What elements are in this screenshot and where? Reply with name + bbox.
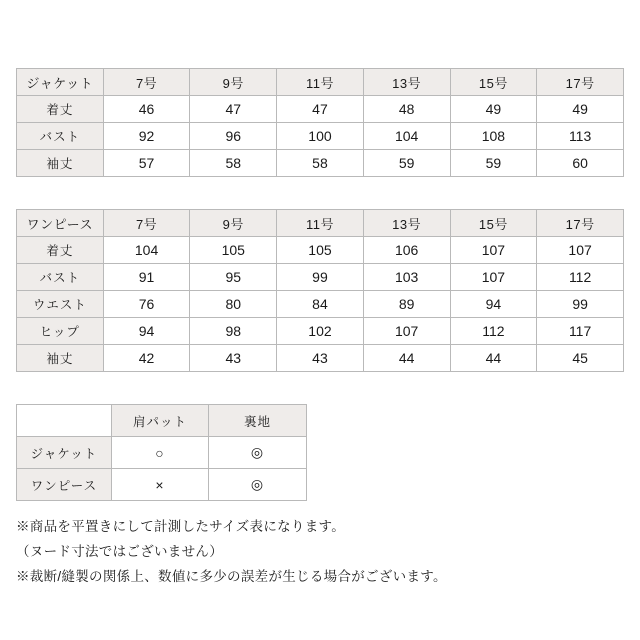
onepiece-row-label-4: 袖丈 [17, 345, 104, 372]
onepiece-cell-0-2: 105 [277, 237, 364, 264]
onepiece-cell-4-5: 45 [537, 345, 624, 372]
option-cell-1-1: ◎ [209, 469, 307, 501]
jacket-cell-1-1: 96 [190, 123, 277, 150]
table-header-row [17, 69, 624, 96]
onepiece-cell-2-0: 76 [103, 291, 190, 318]
jacket-header-size-13: 13号 [363, 69, 450, 96]
onepiece-cell-2-4: 94 [450, 291, 537, 318]
table-row [17, 150, 624, 177]
jacket-cell-1-2: 100 [277, 123, 364, 150]
option-cell-1-0: × [112, 469, 209, 501]
onepiece-row-label-0: 着丈 [17, 237, 104, 264]
onepiece-cell-2-3: 89 [363, 291, 450, 318]
onepiece-header-size-9: 9号 [190, 210, 277, 237]
note-line-3: ※裁断/縫製の関係上、数値に多少の誤差が生じる場合がございます。 [16, 569, 447, 584]
onepiece-cell-4-2: 43 [277, 345, 364, 372]
onepiece-cell-3-5: 117 [537, 318, 624, 345]
jacket-row-label-1: バスト [17, 123, 104, 150]
onepiece-header-category: ワンピース [17, 210, 104, 237]
option-header-shoulder-pad: 肩パット [112, 405, 209, 437]
onepiece-cell-2-1: 80 [190, 291, 277, 318]
onepiece-cell-3-3: 107 [363, 318, 450, 345]
option-cell-0-1: ◎ [209, 437, 307, 469]
jacket-cell-2-5: 60 [537, 150, 624, 177]
onepiece-cell-0-0: 104 [103, 237, 190, 264]
option-row-label-0: ジャケット [17, 437, 112, 469]
onepiece-cell-3-4: 112 [450, 318, 537, 345]
onepiece-cell-1-4: 107 [450, 264, 537, 291]
onepiece-cell-1-3: 103 [363, 264, 450, 291]
onepiece-cell-3-2: 102 [277, 318, 364, 345]
option-header-corner [17, 405, 112, 437]
onepiece-cell-0-4: 107 [450, 237, 537, 264]
onepiece-cell-1-2: 99 [277, 264, 364, 291]
onepiece-cell-0-3: 106 [363, 237, 450, 264]
jacket-header-size-11: 11号 [277, 69, 364, 96]
onepiece-row-label-1: バスト [17, 264, 104, 291]
notes-block [16, 516, 624, 591]
onepiece-header-size-11: 11号 [277, 210, 364, 237]
jacket-cell-0-3: 48 [363, 96, 450, 123]
jacket-cell-2-0: 57 [103, 150, 190, 177]
onepiece-cell-2-5: 99 [537, 291, 624, 318]
option-row-label-1: ワンピース [17, 469, 112, 501]
table-header-row [17, 405, 307, 437]
jacket-cell-2-4: 59 [450, 150, 537, 177]
onepiece-cell-4-3: 44 [363, 345, 450, 372]
jacket-cell-1-4: 108 [450, 123, 537, 150]
onepiece-cell-4-4: 44 [450, 345, 537, 372]
onepiece-cell-4-1: 43 [190, 345, 277, 372]
table-row [17, 318, 624, 345]
table-row [17, 469, 307, 501]
table-row [17, 96, 624, 123]
jacket-cell-2-1: 58 [190, 150, 277, 177]
onepiece-row-label-3: ヒップ [17, 318, 104, 345]
jacket-cell-0-5: 49 [537, 96, 624, 123]
jacket-row-label-0: 着丈 [17, 96, 104, 123]
onepiece-cell-0-1: 105 [190, 237, 277, 264]
jacket-row-label-2: 袖丈 [17, 150, 104, 177]
onepiece-size-table [16, 209, 624, 372]
table-row [17, 291, 624, 318]
jacket-cell-1-5: 113 [537, 123, 624, 150]
onepiece-cell-1-0: 91 [103, 264, 190, 291]
table-row [17, 437, 307, 469]
jacket-cell-0-4: 49 [450, 96, 537, 123]
onepiece-cell-3-0: 94 [103, 318, 190, 345]
note-line-2: （ヌード寸法ではございません） [16, 544, 223, 559]
onepiece-cell-3-1: 98 [190, 318, 277, 345]
table-row [17, 345, 624, 372]
table-row [17, 237, 624, 264]
note-line-1: ※商品を平置きにして計測したサイズ表になります。 [16, 519, 346, 534]
onepiece-row-label-2: ウエスト [17, 291, 104, 318]
jacket-cell-0-1: 47 [190, 96, 277, 123]
option-header-lining: 裏地 [209, 405, 307, 437]
jacket-cell-0-0: 46 [103, 96, 190, 123]
onepiece-header-size-7: 7号 [103, 210, 190, 237]
jacket-header-size-9: 9号 [190, 69, 277, 96]
jacket-size-table [16, 68, 624, 177]
jacket-cell-2-2: 58 [277, 150, 364, 177]
jacket-header-size-17: 17号 [537, 69, 624, 96]
option-table [16, 404, 307, 501]
table-row [17, 264, 624, 291]
jacket-header-size-7: 7号 [103, 69, 190, 96]
jacket-cell-2-3: 59 [363, 150, 450, 177]
table-row [17, 123, 624, 150]
onepiece-header-size-15: 15号 [450, 210, 537, 237]
jacket-cell-1-0: 92 [103, 123, 190, 150]
onepiece-cell-1-1: 95 [190, 264, 277, 291]
option-cell-0-0: ○ [112, 437, 209, 469]
jacket-cell-0-2: 47 [277, 96, 364, 123]
onepiece-header-size-13: 13号 [363, 210, 450, 237]
onepiece-cell-2-2: 84 [277, 291, 364, 318]
onepiece-cell-1-5: 112 [537, 264, 624, 291]
table-header-row [17, 210, 624, 237]
onepiece-cell-4-0: 42 [103, 345, 190, 372]
jacket-header-category: ジャケット [17, 69, 104, 96]
onepiece-cell-0-5: 107 [537, 237, 624, 264]
jacket-cell-1-3: 104 [363, 123, 450, 150]
jacket-header-size-15: 15号 [450, 69, 537, 96]
onepiece-header-size-17: 17号 [537, 210, 624, 237]
